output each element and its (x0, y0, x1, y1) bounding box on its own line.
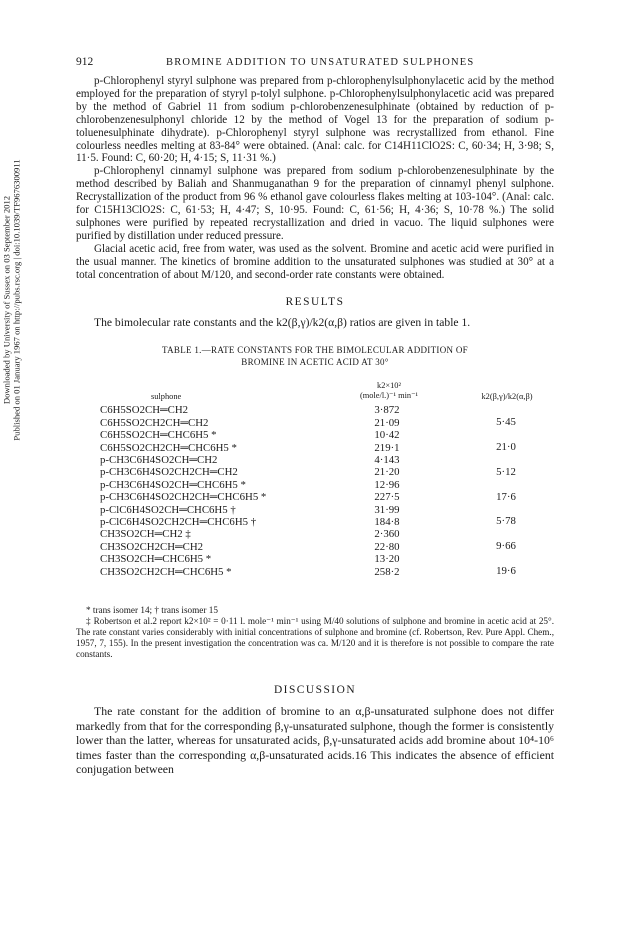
rate-cell: 10·42 (374, 429, 400, 442)
download-notice: Downloaded by University of Sussex on 03 September 2012 (1, 195, 12, 405)
compound-cell: p-CH3C6H4SO2CH═CH2 (100, 454, 218, 466)
results-heading: RESULTS (285, 295, 345, 308)
column-header-rate (334, 381, 444, 400)
compound-cell: CH3SO2CH2CH═CHC6H5 * (100, 565, 232, 578)
ratio-cell: 21·0 (496, 441, 516, 454)
compound-cell: C6H5SO2CH2CH═CHC6H5 * (100, 441, 237, 454)
table-caption-line1: TABLE 1.—RATE CONSTANTS FOR THE BIMOLECULAR ADDITION OF (162, 345, 468, 356)
rate-cell: 219·1 (374, 441, 400, 454)
column-header-ratio: k2(β,γ)/k2(α,β) (481, 392, 533, 402)
table-row (76, 429, 554, 441)
rate-cell: 2·360 (374, 528, 400, 541)
table-row (76, 528, 554, 540)
table-row (76, 404, 554, 416)
compound-cell: p-CH3C6H4SO2CH2CH═CHC6H5 * (100, 491, 267, 504)
paragraph-chlorophenyl-cinnamyl: p-Chlorophenyl cinnamyl sulphone was prepared from sodium p-chlorobenzenesulphinate by the method described by Baliah and Shanmuganathan 9 for the preparation of cinnamyl phenyl sulphone. Recrystallization of the product from 96 % ethanol gave colourless flakes melting at 103-104°. (Anal: calc. for C15H13ClO2S: C, 61·53; H, 4·47; S, 10·95. Found: C, 61·56; H, 4·36; S, 10·78 %.) The solid sulphones were purified by repeated recrystallization and dried in vacuo. The liquid sulphones were purified by distillation under reduced pressure. (76, 165, 554, 242)
table-caption-line2: BROMINE IN ACETIC ACID AT 30° (241, 357, 389, 368)
rate-cell: 22·80 (374, 540, 400, 553)
rate-cell: 3·872 (374, 404, 400, 417)
rate-cell: 258·2 (374, 565, 400, 578)
ratio-cell: 5·78 (496, 515, 516, 528)
compound-cell: CH3SO2CH═CH2 ‡ (100, 528, 191, 541)
compound-cell: C6H5SO2CH═CHC6H5 * (100, 429, 217, 442)
page-number: 912 (76, 56, 94, 68)
rate-cell: 21·20 (374, 466, 400, 479)
ratio-cell: 5·12 (496, 466, 516, 479)
table-row (76, 553, 554, 565)
rate-cell: 13·20 (374, 553, 400, 566)
rate-cell: 31·99 (374, 503, 400, 516)
ratio-cell: 5·45 (496, 416, 516, 429)
paragraph-chlorophenyl-styryl: p-Chlorophenyl styryl sulphone was prepared from p-chlorophenylsulphonylacetic acid by the method employed for the preparation of styryl p-tolyl sulphone. p-Chlorophenylsulphonylacetic acid was prepared by the method of Gabriel 11 from sodium p-chlorobenzenesulphinate (obtained by reduction of p-chlorobenzenesulphonyl chloride 12 by the method of Vogel 13 for the preparation of sodium p-toluenesulphinate dihydrate). p-Chlorophenyl styryl sulphone was recrystallized from ethanol. Fine colourless needles melting at 83-84° were obtained. (Anal: calc. for C14H11ClO2S: C, 60·34; H, 3·98; S, 11·5. Found: C, 60·20; H, 4·15; S, 11·31 %.) (76, 75, 554, 165)
rate-cell: 21·09 (374, 416, 400, 429)
compound-cell: CH3SO2CH═CHC6H5 * (100, 553, 212, 566)
compound-cell: p-CH3C6H4SO2CH2CH═CH2 (100, 466, 238, 479)
table-row (76, 504, 554, 516)
paragraph-solvent: Glacial acetic acid, free from water, was used as the solvent. Bromine and acetic acid were purified in the usual manner. The kinetics of bromine addition to the unsaturated sulphones was studied at 30° at a total concentration of about M/120, and second-order rate constants were obtained. (76, 242, 554, 281)
ratio-cell: 17·6 (496, 491, 516, 504)
column-header-rate-line1: k2×10² (377, 381, 401, 391)
rate-cell: 4·143 (374, 454, 400, 466)
discussion-heading: DISCUSSION (273, 684, 357, 696)
results-text: The bimolecular rate constants and the k2(β,γ)/k2(α,β) ratios are given in table 1. (94, 316, 471, 330)
column-header-sulphone: sulphone (151, 392, 182, 402)
rate-cell: 227·5 (374, 491, 400, 504)
footnote-isomers: * trans isomer 14; † trans isomer 15 (86, 605, 218, 615)
ratio-cell: 9·66 (496, 540, 516, 553)
download-sidebar (0, 0, 22, 936)
rate-cell: 12·96 (374, 478, 400, 491)
table-row (76, 479, 554, 491)
ratio-cell: 19·6 (496, 565, 516, 578)
compound-cell: C6H5SO2CH═CH2 (100, 404, 189, 417)
table-row (76, 454, 554, 466)
discussion-text: The rate constant for the addition of bromine to an α,β-unsaturated sulphone does not differ markedly from that for the corresponding β,γ-unsaturated sulphone, though the former is consistently lower than the latter, whereas for unsaturated acids, β,γ-unsaturated acids add bromine about 10⁴-10⁶ times faster than the corresponding α,β-unsaturated acids.16 This indicates the absence of efficient conjugation between (76, 704, 554, 777)
article-body (76, 75, 554, 688)
footnote-robertson: ‡ Robertson et al.2 report k2×10² = 0·11 l. mole⁻¹ min⁻¹ using M/40 solutions of sulphone and bromine in acetic acid at 25°. The rate constant varies considerably with initial concentrations of sulphone and bromine (cf. Robertson, Rev. Pure Appl. Chem., 1957, 7, 155). In the present investigation the concentration was ca. M/120 and it is therefore is not possible to compare the rate constants. (76, 616, 554, 660)
publication-notice: Published on 01 January 1967 on http://pubs.rsc.org | doi:10.1039/TF9676300911 (11, 159, 22, 441)
compound-cell: C6H5SO2CH2CH═CH2 (100, 416, 209, 429)
compound-cell: CH3SO2CH2CH═CH2 (100, 540, 204, 553)
compound-cell: p-ClC6H4SO2CH2CH═CHC6H5 † (100, 516, 257, 528)
column-header-rate-line2: (mole/l.)⁻¹ min⁻¹ (359, 390, 419, 400)
table-footnotes (76, 605, 554, 660)
table-caption (76, 344, 554, 368)
discussion-section (76, 684, 554, 777)
compound-cell: p-ClC6H4SO2CH═CHC6H5 † (100, 503, 236, 516)
running-title: BROMINE ADDITION TO UNSATURATED SULPHONES (166, 57, 475, 68)
compound-cell: p-CH3C6H4SO2CH═CHC6H5 * (100, 478, 246, 491)
rate-cell: 184·8 (374, 516, 400, 528)
